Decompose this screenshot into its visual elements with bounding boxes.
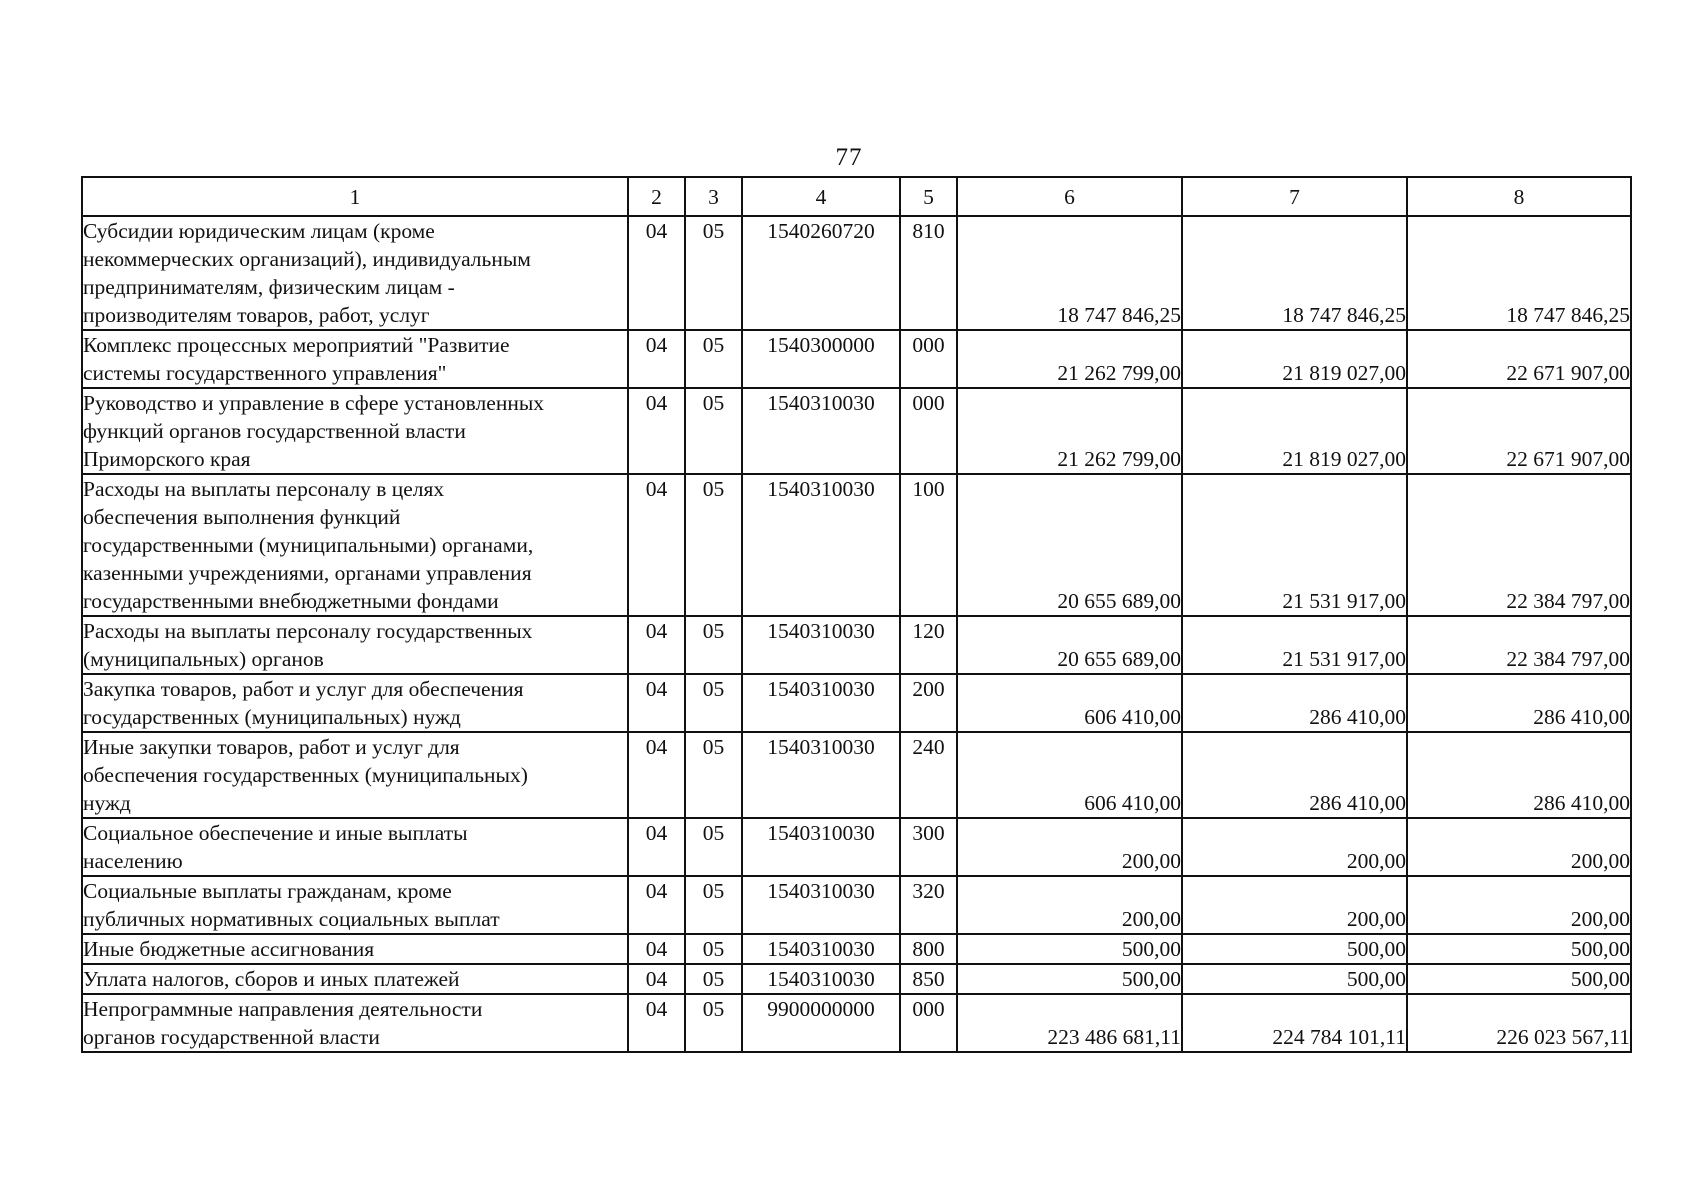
amount-col6-cell: 200,00 [957, 818, 1182, 876]
row-name-line: Руководство и управление в сфере установленных [83, 391, 545, 415]
row-name-line: Закупка товаров, работ и услуг для обеспечения [83, 677, 524, 701]
amount-col7-cell: 200,00 [1182, 876, 1407, 934]
amount-col8-cell: 22 384 797,00 [1407, 474, 1631, 616]
expense-type-cell: 100 [900, 474, 957, 616]
row-name-cell [82, 330, 628, 388]
column-header-2: 2 [628, 177, 685, 216]
column-header-1: 1 [82, 177, 628, 216]
amount-col7-cell: 286 410,00 [1182, 674, 1407, 732]
column-header-6: 6 [957, 177, 1182, 216]
row-name-line: Расходы на выплаты персоналу государственных [83, 619, 533, 643]
row-name-line: функций органов государственной власти [83, 419, 466, 443]
row-name-cell [82, 674, 628, 732]
expense-type-cell: 000 [900, 388, 957, 474]
table-row [82, 876, 1631, 934]
target-article-cell: 1540310030 [742, 964, 900, 994]
target-article-cell: 1540310030 [742, 934, 900, 964]
amount-col6-cell: 20 655 689,00 [957, 474, 1182, 616]
amount-col7-cell: 500,00 [1182, 934, 1407, 964]
row-name-line: предпринимателям, физическим лицам - [83, 275, 455, 299]
amount-col6-cell: 606 410,00 [957, 674, 1182, 732]
amount-col7-cell: 286 410,00 [1182, 732, 1407, 818]
section-code-cell: 04 [628, 330, 685, 388]
column-header-3: 3 [685, 177, 742, 216]
table-row [82, 818, 1631, 876]
amount-col6-cell: 20 655 689,00 [957, 616, 1182, 674]
row-name-cell [82, 388, 628, 474]
section-code-cell: 04 [628, 732, 685, 818]
section-code-cell: 04 [628, 388, 685, 474]
amount-col6-cell: 500,00 [957, 964, 1182, 994]
target-article-cell: 1540310030 [742, 616, 900, 674]
subsection-code-cell: 05 [685, 388, 742, 474]
section-code-cell: 04 [628, 994, 685, 1052]
column-header-7: 7 [1182, 177, 1407, 216]
column-header-5: 5 [900, 177, 957, 216]
row-name-line: обеспечения выполнения функций [83, 505, 401, 529]
amount-col8-cell: 226 023 567,11 [1407, 994, 1631, 1052]
amount-col7-cell: 21 819 027,00 [1182, 330, 1407, 388]
expense-type-cell: 240 [900, 732, 957, 818]
section-code-cell: 04 [628, 818, 685, 876]
table-row [82, 732, 1631, 818]
table-row [82, 474, 1631, 616]
target-article-cell: 1540310030 [742, 732, 900, 818]
row-name-line: государственными (муниципальными) органами, [83, 533, 534, 557]
table-row [82, 330, 1631, 388]
expense-type-cell: 810 [900, 216, 957, 330]
target-article-cell: 1540310030 [742, 388, 900, 474]
amount-col7-cell: 500,00 [1182, 964, 1407, 994]
amount-col8-cell: 500,00 [1407, 934, 1631, 964]
row-name-line: некоммерческих организаций), индивидуальным [83, 247, 531, 271]
row-name-cell [82, 964, 628, 994]
section-code-cell: 04 [628, 474, 685, 616]
row-name-line: Социальные выплаты гражданам, кроме [83, 879, 452, 903]
subsection-code-cell: 05 [685, 876, 742, 934]
target-article-cell: 1540310030 [742, 818, 900, 876]
row-name-line: обеспечения государственных (муниципальных) [83, 763, 528, 787]
subsection-code-cell: 05 [685, 216, 742, 330]
amount-col6-cell: 200,00 [957, 876, 1182, 934]
subsection-code-cell: 05 [685, 934, 742, 964]
table-row [82, 994, 1631, 1052]
amount-col7-cell: 21 819 027,00 [1182, 388, 1407, 474]
row-name-line: Иные бюджетные ассигнования [83, 937, 375, 961]
amount-col7-cell: 200,00 [1182, 818, 1407, 876]
amount-col8-cell: 500,00 [1407, 964, 1631, 994]
page-number: 77 [835, 144, 863, 171]
table-row [82, 388, 1631, 474]
amount-col7-cell: 18 747 846,25 [1182, 216, 1407, 330]
amount-col6-cell: 606 410,00 [957, 732, 1182, 818]
expense-type-cell: 850 [900, 964, 957, 994]
amount-col7-cell: 21 531 917,00 [1182, 474, 1407, 616]
budget-table [81, 176, 1632, 1053]
header-row [82, 177, 1631, 216]
amount-col6-cell: 21 262 799,00 [957, 330, 1182, 388]
table-row [82, 616, 1631, 674]
row-name-line: Непрограммные направления деятельности [83, 997, 483, 1021]
table-row [82, 216, 1631, 330]
row-name-line: населению [83, 849, 183, 873]
target-article-cell: 1540310030 [742, 474, 900, 616]
amount-col8-cell: 22 384 797,00 [1407, 616, 1631, 674]
row-name-line: Приморского края [83, 447, 251, 471]
table-row [82, 934, 1631, 964]
table-row [82, 674, 1631, 732]
expense-type-cell: 200 [900, 674, 957, 732]
row-name-cell [82, 994, 628, 1052]
amount-col8-cell: 286 410,00 [1407, 674, 1631, 732]
row-name-line: системы государственного управления" [83, 361, 447, 385]
row-name-cell [82, 876, 628, 934]
target-article-cell: 1540310030 [742, 876, 900, 934]
subsection-code-cell: 05 [685, 994, 742, 1052]
amount-col6-cell: 18 747 846,25 [957, 216, 1182, 330]
row-name-cell [82, 216, 628, 330]
row-name-line: государственных (муниципальных) нужд [83, 705, 461, 729]
expense-type-cell: 000 [900, 994, 957, 1052]
expense-type-cell: 300 [900, 818, 957, 876]
row-name-line: производителям товаров, работ, услуг [83, 303, 430, 327]
row-name-line: казенными учреждениями, органами управления [83, 561, 532, 585]
subsection-code-cell: 05 [685, 616, 742, 674]
subsection-code-cell: 05 [685, 732, 742, 818]
section-code-cell: 04 [628, 876, 685, 934]
amount-col8-cell: 200,00 [1407, 876, 1631, 934]
table-row [82, 964, 1631, 994]
row-name-line: Субсидии юридическим лицам (кроме [83, 219, 435, 243]
column-header-8: 8 [1407, 177, 1631, 216]
column-header-4: 4 [742, 177, 900, 216]
expense-type-cell: 120 [900, 616, 957, 674]
row-name-cell [82, 474, 628, 616]
subsection-code-cell: 05 [685, 964, 742, 994]
row-name-cell [82, 934, 628, 964]
section-code-cell: 04 [628, 934, 685, 964]
expense-type-cell: 320 [900, 876, 957, 934]
row-name-cell [82, 732, 628, 818]
amount-col8-cell: 286 410,00 [1407, 732, 1631, 818]
row-name-line: Уплата налогов, сборов и иных платежей [83, 967, 460, 991]
row-name-line: Иные закупки товаров, работ и услуг для [83, 735, 460, 759]
amount-col6-cell: 500,00 [957, 934, 1182, 964]
amount-col6-cell: 223 486 681,11 [957, 994, 1182, 1052]
row-name-line: государственными внебюджетными фондами [83, 589, 499, 613]
section-code-cell: 04 [628, 616, 685, 674]
subsection-code-cell: 05 [685, 674, 742, 732]
row-name-line: Комплекс процессных мероприятий "Развитие [83, 333, 510, 357]
amount-col6-cell: 21 262 799,00 [957, 388, 1182, 474]
target-article-cell: 1540300000 [742, 330, 900, 388]
subsection-code-cell: 05 [685, 818, 742, 876]
section-code-cell: 04 [628, 964, 685, 994]
subsection-code-cell: 05 [685, 474, 742, 616]
row-name-line: нужд [83, 791, 131, 815]
row-name-line: публичных нормативных социальных выплат [83, 907, 500, 931]
row-name-cell [82, 818, 628, 876]
row-name-line: (муниципальных) органов [83, 647, 324, 671]
expense-type-cell: 000 [900, 330, 957, 388]
amount-col8-cell: 22 671 907,00 [1407, 388, 1631, 474]
row-name-line: органов государственной власти [83, 1025, 380, 1049]
expense-type-cell: 800 [900, 934, 957, 964]
amount-col7-cell: 224 784 101,11 [1182, 994, 1407, 1052]
row-name-line: Расходы на выплаты персоналу в целях [83, 477, 445, 501]
subsection-code-cell: 05 [685, 330, 742, 388]
row-name-line: Социальное обеспечение и иные выплаты [83, 821, 468, 845]
target-article-cell: 1540260720 [742, 216, 900, 330]
amount-col8-cell: 22 671 907,00 [1407, 330, 1631, 388]
section-code-cell: 04 [628, 216, 685, 330]
target-article-cell: 9900000000 [742, 994, 900, 1052]
amount-col8-cell: 200,00 [1407, 818, 1631, 876]
amount-col7-cell: 21 531 917,00 [1182, 616, 1407, 674]
row-name-cell [82, 616, 628, 674]
section-code-cell: 04 [628, 674, 685, 732]
target-article-cell: 1540310030 [742, 674, 900, 732]
amount-col8-cell: 18 747 846,25 [1407, 216, 1631, 330]
table-body [82, 216, 1631, 1052]
